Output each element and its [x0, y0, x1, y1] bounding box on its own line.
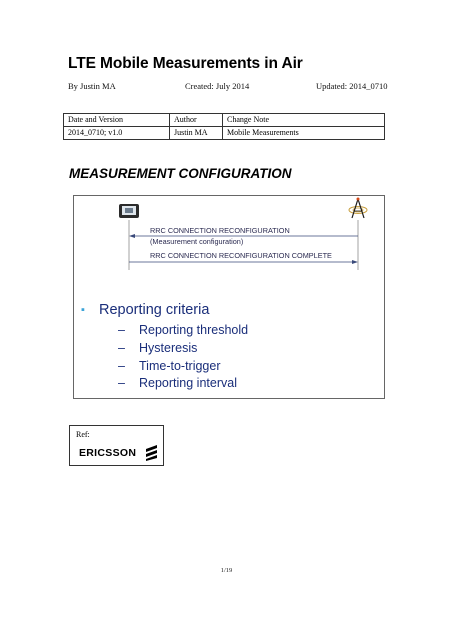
cell-date-version: 2014_0710; v1.0	[64, 127, 170, 140]
table-header-row	[64, 114, 385, 127]
document-title: LTE Mobile Measurements in Air	[68, 55, 303, 72]
base-station-icon	[349, 198, 367, 219]
header-author: Author	[170, 114, 223, 127]
sub-item-reporting-interval: Reporting interval	[139, 376, 237, 390]
msg-measurement-configuration: (Measurement configuration)	[150, 237, 244, 246]
ue-phone-icon	[119, 204, 139, 218]
bullet-marker: ▪	[81, 304, 85, 316]
bullet-reporting-criteria: Reporting criteria	[99, 302, 210, 318]
table-row	[64, 127, 385, 140]
sub-item-reporting-threshold: Reporting threshold	[139, 323, 249, 337]
measurement-figure	[73, 195, 385, 399]
version-table	[63, 113, 385, 140]
author-line: By Justin MA	[68, 81, 116, 91]
ref-label: Ref:	[76, 430, 90, 439]
cell-author: Justin MA	[170, 127, 223, 140]
msg-reconfiguration-complete: RRC CONNECTION RECONFIGURATION COMPLETE	[150, 251, 332, 260]
arrow-reconfiguration-complete	[129, 260, 358, 264]
msg-reconfiguration: RRC CONNECTION RECONFIGURATION	[150, 226, 290, 235]
section-title: MEASUREMENT CONFIGURATION	[69, 166, 292, 181]
header-change-note: Change Note	[223, 114, 385, 127]
sub-item-hysteresis: Hysteresis	[139, 341, 198, 355]
sub-marker: –	[118, 323, 125, 337]
sub-item-time-to-trigger: Time-to-trigger	[139, 359, 221, 373]
header-date-version: Date and Version	[64, 114, 170, 127]
created-line: Created: July 2014	[185, 81, 250, 91]
reference-box	[69, 425, 164, 466]
ericsson-logo-text: ERICSSON	[79, 447, 137, 459]
ericsson-logo-icon	[146, 445, 157, 461]
updated-line: Updated: 2014_0710	[316, 81, 388, 91]
page-number: 1/19	[220, 567, 233, 574]
cell-change-note: Mobile Measurements	[223, 127, 385, 140]
sub-marker: –	[118, 359, 125, 373]
sub-marker: –	[118, 376, 125, 390]
sub-marker: –	[118, 341, 125, 355]
